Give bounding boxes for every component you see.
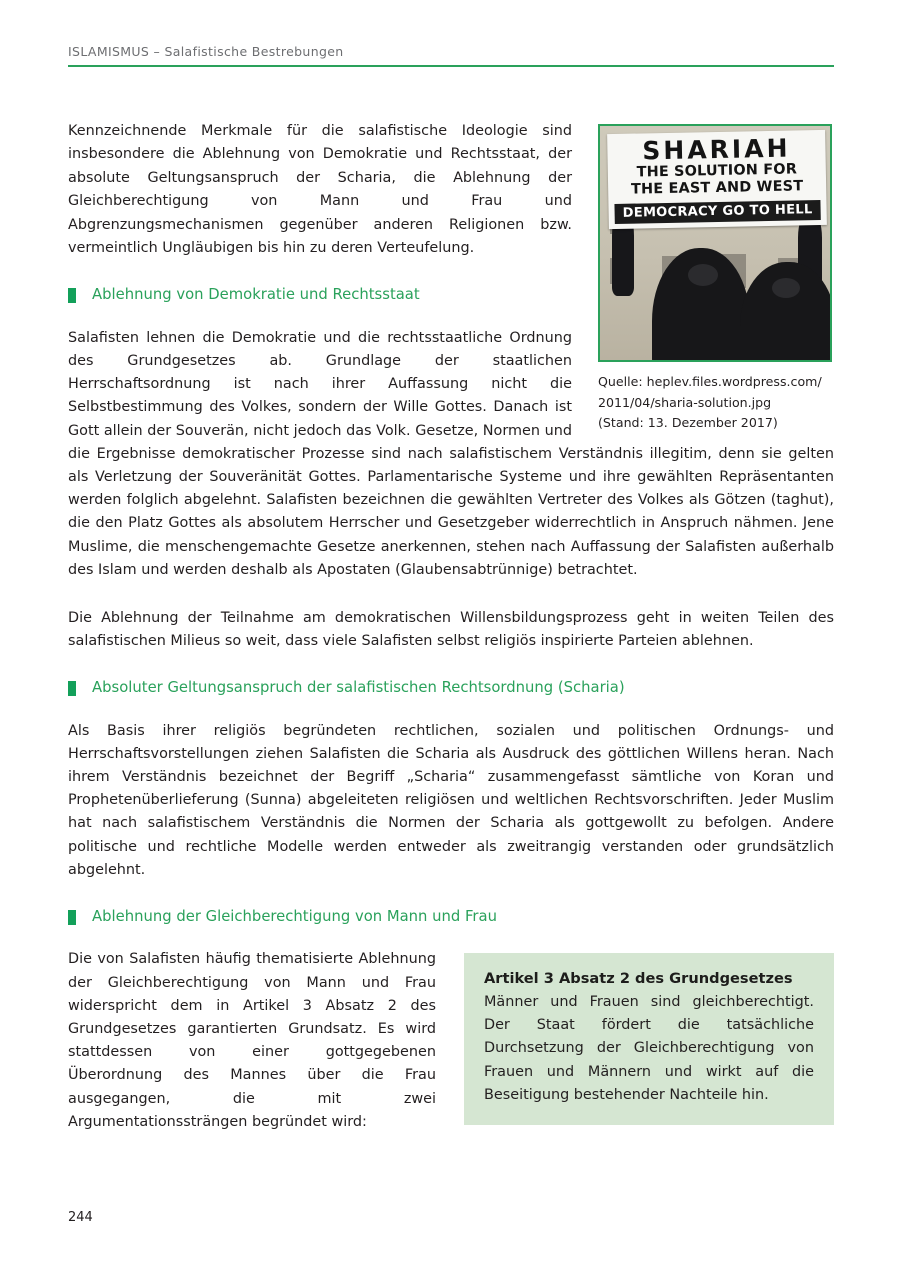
spacer: [68, 582, 834, 607]
section-heading-1: [68, 287, 572, 303]
section-heading-2: [68, 680, 834, 696]
figure-caption: [598, 372, 834, 434]
section-heading-1-label: Ablehnung von Demokratie und Rechtsstaat: [92, 286, 420, 304]
callout-box-title: Artikel 3 Absatz 2 des Grundgesetzes: [484, 970, 793, 988]
placard-line-2: THE SOLUTION FOR: [636, 160, 798, 181]
placard-line-1: SHARIAH: [642, 133, 791, 166]
placard-banner: DEMOCRACY GO TO HELL: [614, 200, 820, 225]
protest-placard: [607, 130, 827, 229]
callout-box: [464, 953, 834, 1125]
square-bullet-icon: [68, 288, 76, 303]
shariah-protest-photo: [598, 124, 832, 362]
section-heading-3: [68, 909, 834, 925]
square-bullet-icon: [68, 910, 76, 925]
page-content: [68, 120, 834, 1134]
callout-box-body: Männer und Frauen sind gleichberechtigt. Der Staat fördert die tatsächliche Durchsetzung der Gleichberechtigung von Frauen und Männern und wirkt auf die Beseitigung bestehender Nachteile hin.: [484, 993, 814, 1103]
face-veil: [772, 278, 800, 298]
face-veil: [688, 264, 718, 286]
bottom-left-column: [68, 948, 436, 1134]
caption-line-1: Quelle: heplev.files.wordpress.com/: [598, 374, 822, 389]
caption-line-2: 2011/04/sharia-solution.jpg: [598, 394, 772, 410]
running-header-title: ISLAMISMUS – Salafistische Bestrebungen: [68, 44, 344, 59]
square-bullet-icon: [68, 681, 76, 696]
running-header: [68, 44, 834, 67]
body-paragraph-3: Als Basis ihrer religiös begründeten rechtlichen, sozialen und politischen Ordnungs- und Herrschaftsvorstellungen ziehen Salafisten die Scharia als Ausdruck des göttlichen Willens heran. Nach ihrem Verständnis bezeichnet der Begriff „Scharia“ zusammengefasst sämtliche von Koran und Prophetenüberlieferung (Sunna) abgeleiteten religiösen und weltlichen Rechtsvorschriften. Jeder Muslim hat nach salafistischem Verständnis die Normen der Scharia als gottgewollt zu befolgen. Andere politische und rechtliche Modelle werden entweder als zweitrangig verstanden oder grundsätzlich abgelehnt.: [68, 722, 834, 878]
section-heading-3-label: Ablehnung der Gleichberechtigung von Mann und Frau: [92, 908, 497, 926]
body-paragraph-1: Salafisten lehnen die Demokratie und die rechtsstaatliche Ordnung des Grundgesetzes ab. Grundlage der staatlichen Herrschaftsordnung ist nach ihrer Auffassung nicht die Selbstbestimmung des Volkes, sondern der Wille Gottes. Danach ist Gott allein der Souverän, nicht jedoch das Volk. Gesetze, Normen und die Ergebnisse demokratischer Prozesse sind nach salafistischem Verständnis illegitim, denn sie gelten als Verletzung der Souveränität Gottes. Parlamentarische Systeme und ihre gewählten Repräsentanten werden folglich abgelehnt. Salafisten bezeichnen die gewählten Vertreter des Volkes als Götzen (taghut), die den Platz Gottes als absolutem Herrscher und Gesetzgeber widerrechtlich in Anspruch nähmen. Jene Muslime, die menschengemachte Gesetze anerkennen, stehen nach Auffassung der Salafisten außerhalb des Islam und werden deshalb als Apostaten (Glaubensabtrünnige) betrachtet.: [68, 329, 834, 578]
placard-line-3: THE EAST AND WEST: [630, 178, 804, 198]
header-rule: [68, 65, 834, 67]
figure-block: [598, 124, 834, 434]
intro-paragraph: Kennzeichnende Merkmale für die salafistische Ideologie sind insbesondere die Ablehnung von Demokratie und Rechtsstaat, der absolute Geltungsanspruch der Scharia, die Ablehnung der Gleichberechtigung von Mann und Frau und Abgrenzungsmechanismen gegenüber anderen Religionen bzw. vermeintlich Ungläubigen bis hin zu deren Verteufelung.: [68, 123, 572, 257]
page-number: 244: [68, 1210, 93, 1225]
bottom-two-column-region: [68, 948, 834, 1134]
body-paragraph-4: Die von Salafisten häufig thematisierte Ablehnung der Gleichberechtigung von Mann und Frau widerspricht dem in Artikel 3 Absatz 2 des Grundgesetzes garantierten Grundsatz. Es wird stattdessen von einer gottgegebenen Überordnung des Mannes über die Frau ausgegangen, die mit zwei Argumentationssträngen begründet wird:: [68, 951, 436, 1130]
body-paragraph-2: Die Ablehnung der Teilnahme am demokratischen Willensbildungsprozess geht in weiten Teilen des salafistischen Milieus so weit, dass viele Salafisten selbst religiös inspirierte Parteien ablehnen.: [68, 609, 834, 650]
section-heading-2-label: Absoluter Geltungsanspruch der salafistischen Rechtsordnung (Scharia): [92, 679, 625, 697]
caption-line-3: (Stand: 13. Dezember 2017): [598, 415, 778, 430]
